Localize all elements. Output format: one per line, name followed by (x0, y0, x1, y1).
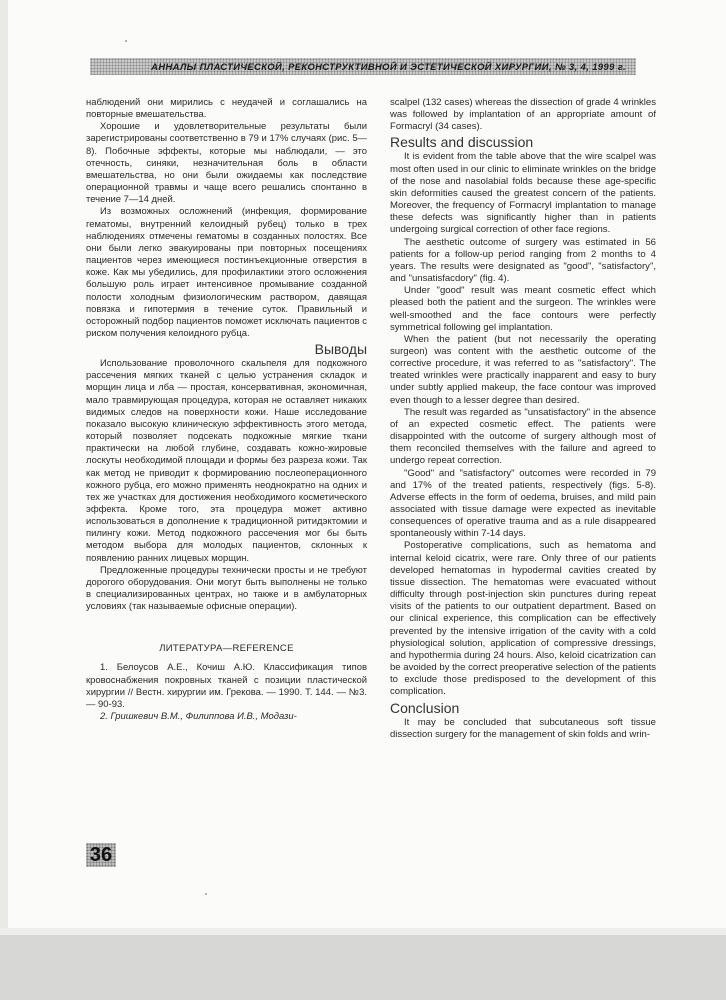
paragraph: The result was regarded as "unsatisfactory" in the absence of an expected cosmetic effect. The patients were disappointed with the outcome of surgery although most of them reconciled themselves with the failure and agreed to undergo repeat correction. (390, 406, 656, 467)
paragraph: Postoperative complications, such as hematoma and internal keloid cicatrix, were rare. Only three of our patients developed hematomas in hypodermal cavities created by tissue dissection. The hematomas were evacuated without difficulty through post-injection skin punctures during repeat visits of the patients to our outpatient department. Based on our clinical experience, this complication can be effectively prevented by the intensive irrigation of the cavity with a cold physiological solution, application of compressive dressings, and hypothermia during 24 hours. Also, keloid cicatrization can be avoided by the correct preoperative selection of the patients to exclude those predisposed to the development of this complication. (390, 540, 656, 698)
section-heading-results: Results and discussion (390, 134, 534, 151)
paragraph: наблюдений они мирились с неудачей и соглашались на повторные вмешательства. (86, 97, 367, 121)
paragraph: scalpel (132 cases) whereas the dissection of grade 4 wrinkles was followed by implantation of an appropriate amount of Formacryl (34 cases). (390, 97, 656, 133)
right-column (390, 97, 656, 741)
journal-header-bar (90, 58, 636, 75)
paragraph: Из возможных осложнений (инфекция, формирование гематомы, внутренний келоидный рубец) только в трех наблюдениях отмечены гематомы в созданных полостях. Все они были легко эвакуированы при повторных посещениях пациентов через имеющиеся постинъекционные отверстия в коже. Как мы убедились, для профилактики этого осложнения большую роль играет интенсивное промывание созданной полости холодным физиологическим раствором, давящая повязка и гипотермия в течение суток. Правильный и осторожный подбор пациентов поможет исключать пациентов с риском получения келоидного рубца. (86, 206, 367, 339)
references-heading: ЛИТЕРАТУРА—REFERENCE (159, 643, 294, 655)
paragraph: Использование проволочного скальпеля для подкожного рассечения мягких тканей с целью устранения складок и морщин лица и лба — простая, консервативная, экономичная, мало травмирующая процедура, которая не оставляет никаких видимых следов на поверхности кожи. Наше исследование показало высокую клиническую эффективность этого метода, который позволяет подсекать подкожные мягкие ткани практически на любой глубине, создавать кожно-жировые лоскуты необходимой площади и формы без разреза кожи. Так как метод не приводит к формированию послеоперационного кожного рубца, его можно применять неоднократно на одних и тех же участках для достижения необходимого косметического эффекта. Кроме того, эта процедура может активно использоваться в дополнение к традиционной ритидэктомии и пилингу кожи. Метод подкожного рассечения мог бы быть методом выбора для молодых пациентов, склонных к появлению ранних лицевых морщин. (86, 358, 367, 564)
paragraph: The aesthetic outcome of surgery was estimated in 56 patients for a follow-up period ranging from 2 months to 4 years. The results were designated as "good", "satisfactory", and "unsatisfacdory" (fig. 4). (390, 236, 656, 285)
paragraph: When the patient (but not necessarily the operating surgeon) was content with the aesthetic outcome of the corrective procedure, it was referred to as "satisfactory". The treated wrinkles were practically inapparent and easy to bury under subtly applied makeup, the face contour was improved even though to a lesser degree than desired. (390, 333, 656, 406)
scan-speck (125, 40, 127, 42)
scan-speck (205, 893, 207, 895)
paragraph: Предложенные процедуры технически просты и не требуют дорогого оборудования. Они могут быть выполнены не только в специализированных центрах, но также и в амбулаторных условиях (так называемые офисные операции). (86, 564, 367, 613)
reference-item: 2. Гришкевич В.М., Филиппова И.В., Модази- (100, 711, 297, 723)
journal-header-title: АННАЛЫ ПЛАСТИЧЕСКОЙ, РЕКОНСТРУКТИВНОЙ И ЭСТЕТИЧЕСКОЙ ХИРУРГИИ, № 3, 4, 1999 г. (151, 61, 626, 72)
left-column (86, 97, 367, 723)
page-number: 36 (86, 843, 116, 867)
section-heading-conclusion: Conclusion (390, 699, 460, 716)
reference-item: 1. Белоусов А.Е., Кочиш А.Ю. Классификация типов кровоснабжения покровных тканей с позиции пластической хирургии // Вестн. хирургии им. Грекова. — 1990. Т. 144. — №3. — 90-93. (86, 662, 367, 710)
paragraph: It is evident from the table above that the wire scalpel was most often used in our clinic to eliminate wrinkles on the bridge of the nose and nasolabial folds because these age-specific skin deformities caused the greatest concern of the patients. Moreover, the frequency of Formacryl implantation to manage these defects was significantly higher than in patients undergoing surgical correction of other face regions. (390, 151, 656, 236)
paragraph: It may be concluded that subcutaneous soft tissue dissection surgery for the management of skin folds and wrin- (390, 716, 656, 740)
paragraph: "Good" and "satisfactory" outcomes were recorded in 79 and 17% of the treated patients, respectively (figs. 5-8). Adverse effects in the form of oedema, bruises, and mild pain associated with tissue damage were expected as inevitable consequences of operative trauma and as a rule disappeared spontaneously within 7-14 days. (390, 467, 656, 540)
paragraph: Under "good" result was meant cosmetic effect which pleased both the patient and the surgeon. The wrinkles were well-smoothed and the face contours were perfectly symmetrical following gel implantation. (390, 285, 656, 333)
scan-bottom-margin (0, 935, 726, 1000)
page-edge-shadow (0, 0, 8, 1000)
paragraph: Хорошие и удовлетворительные результаты были зарегистрированы соответственно в 79 и 17% случаях (рис. 5—8). Побочные эффекты, которые мы наблюдали, — это отечность, синяки, незначительная боль в области вмешательства, но они были ожидаемы как последствие операционной травмы и чаще всего решались спонтанно в течение 7—14 дней. (86, 121, 367, 206)
section-heading-vyvody: Выводы (314, 341, 367, 358)
